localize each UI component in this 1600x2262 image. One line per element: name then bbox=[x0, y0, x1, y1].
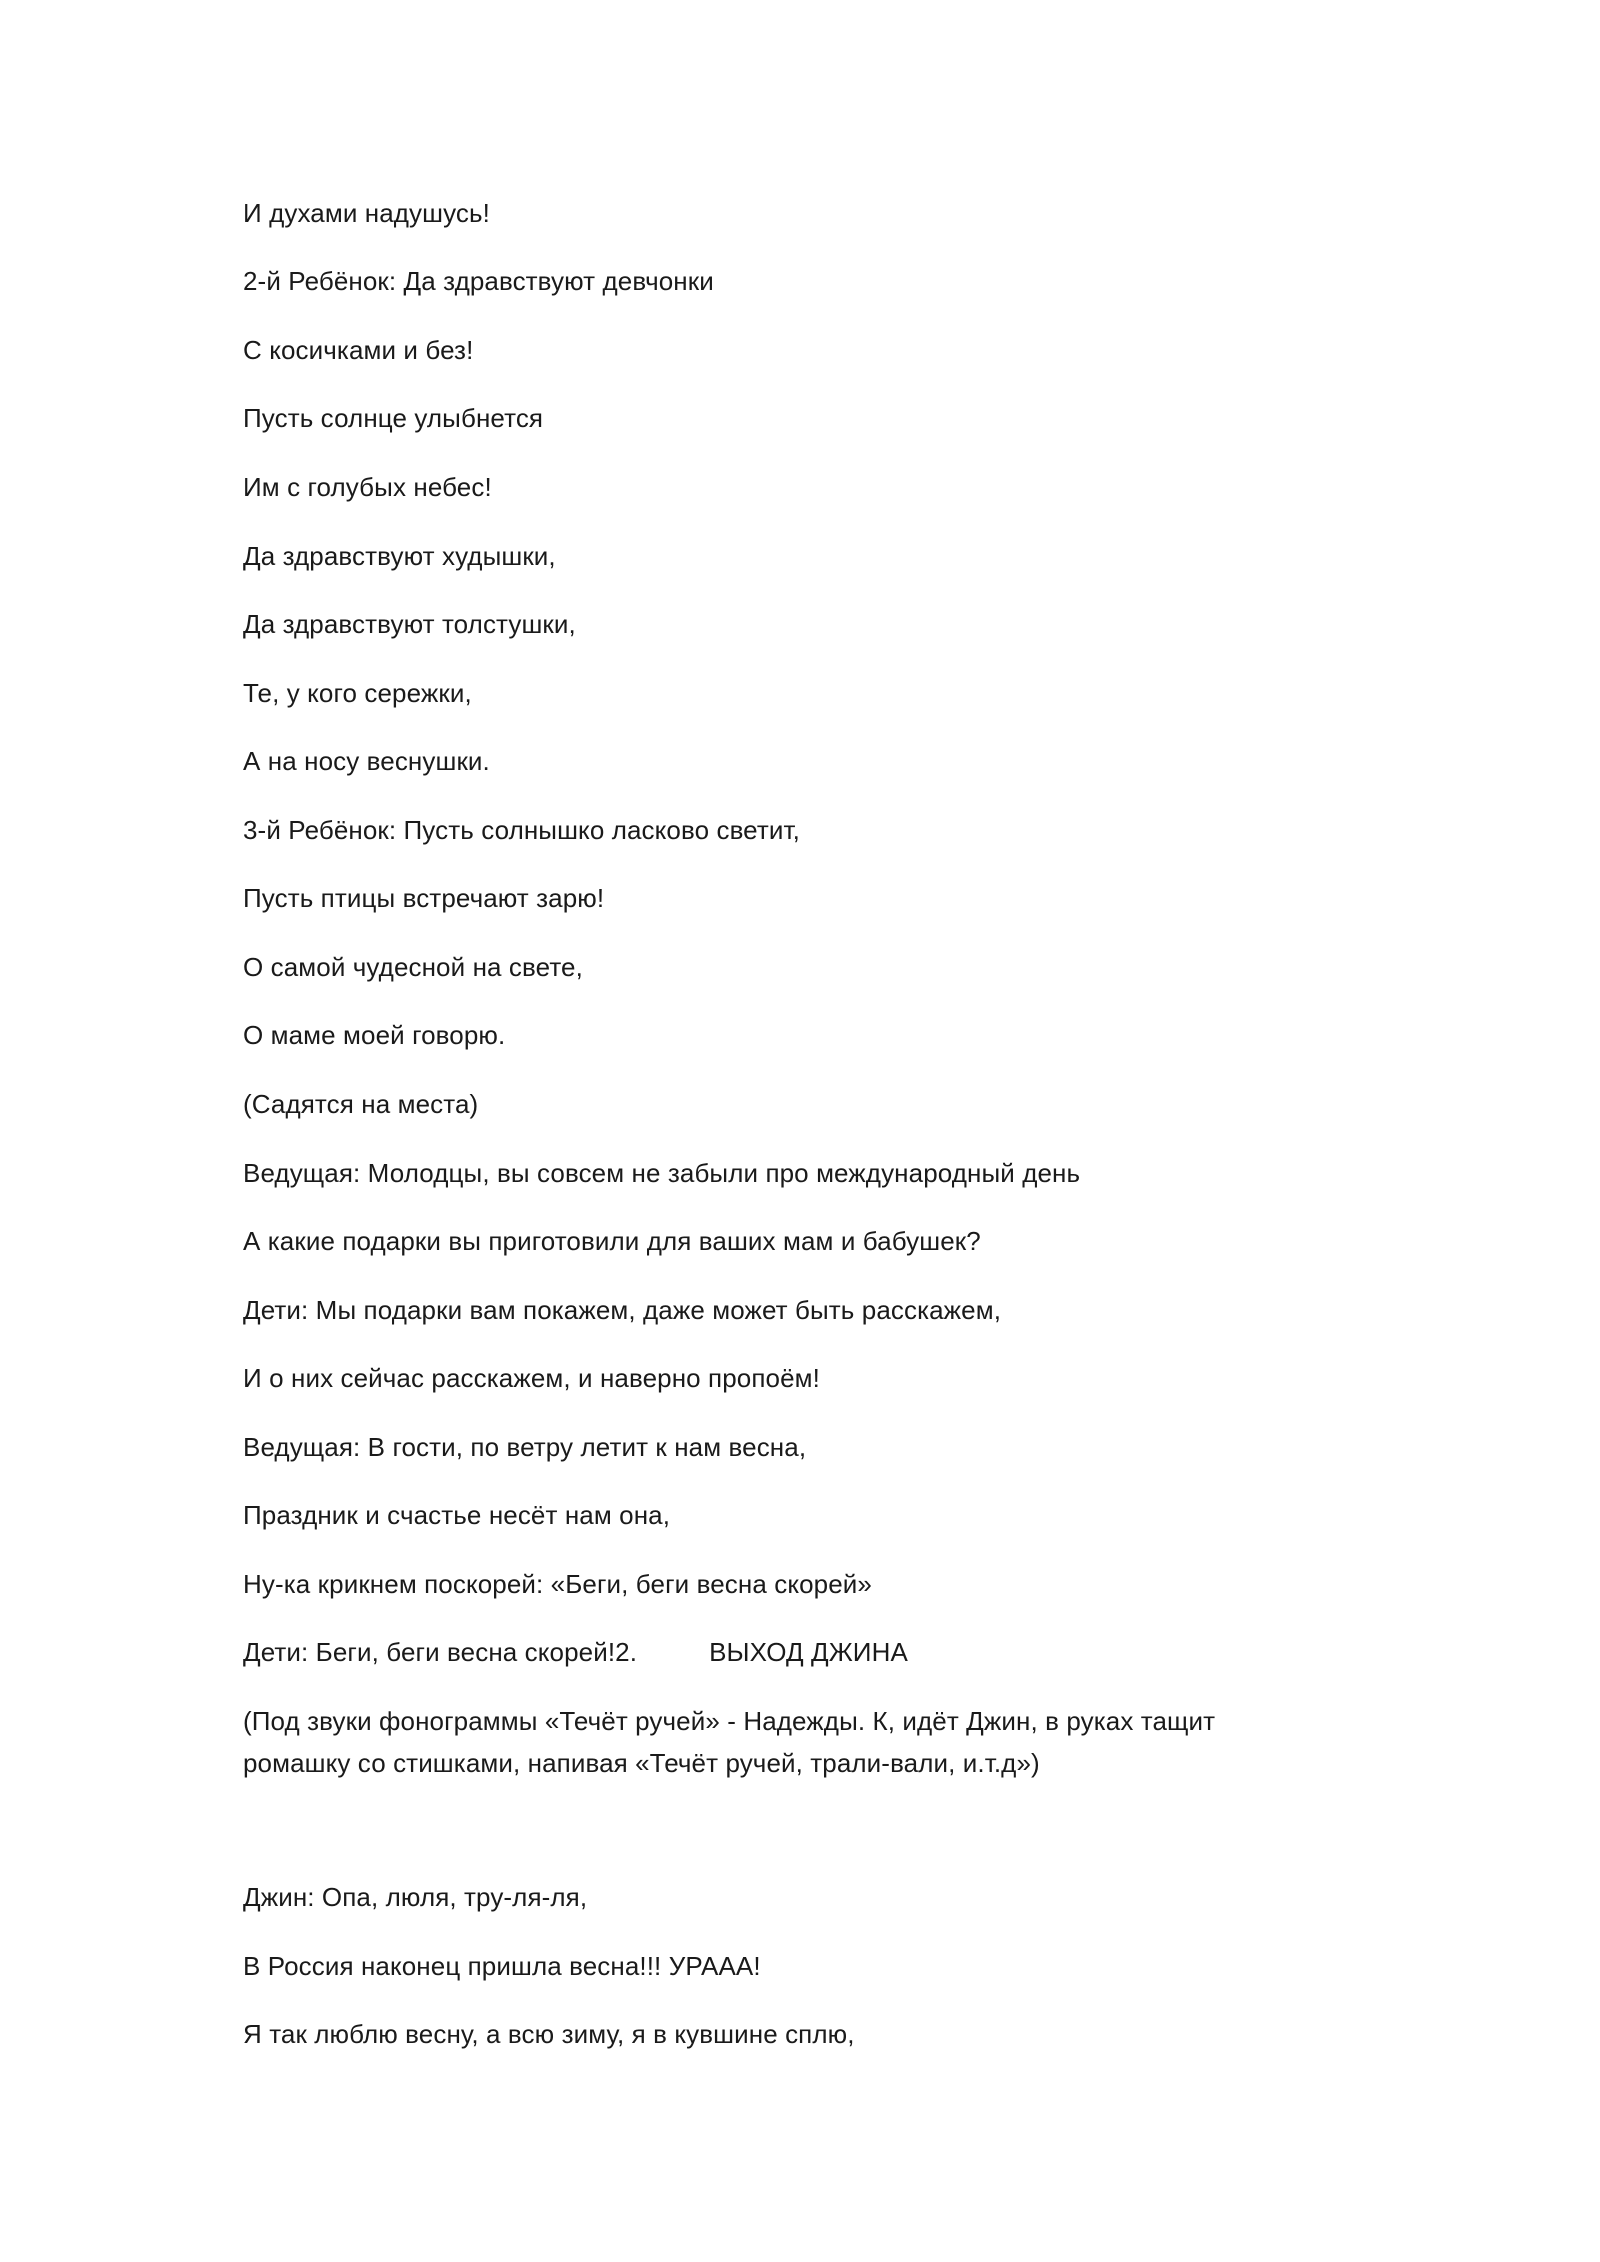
text-line: Ведущая: В гости, по ветру летит к нам весна, bbox=[243, 1432, 807, 1462]
text-line-part: Дети: Беги, беги весна скорей!2. bbox=[243, 1637, 638, 1667]
text-line: Ведущая: Молодцы, вы совсем не забыли про международный день bbox=[243, 1158, 1081, 1188]
text-line: А на носу веснушки. bbox=[243, 746, 490, 776]
text-line: О самой чудесной на свете, bbox=[243, 952, 583, 982]
text-line: Да здравствуют худышки, bbox=[243, 541, 556, 571]
section-heading: ВЫХОД ДЖИНА bbox=[709, 1637, 908, 1667]
text-line: 2-й Ребёнок: Да здравствуют девчонки bbox=[243, 266, 714, 296]
text-line: Да здравствуют толстушки, bbox=[243, 609, 576, 639]
text-line: А какие подарки вы приготовили для ваших мам и бабушек? bbox=[243, 1226, 981, 1256]
text-line: В Россия наконец пришла весна!!! УРААА! bbox=[243, 1951, 761, 1981]
text-line: О маме моей говорю. bbox=[243, 1020, 506, 1050]
text-line: Пусть птицы встречают зарю! bbox=[243, 883, 605, 913]
text-line: Им с голубых небес! bbox=[243, 472, 492, 502]
text-line: С косичками и без! bbox=[243, 335, 474, 365]
text-line: 3-й Ребёнок: Пусть солнышко ласково светит, bbox=[243, 815, 800, 845]
text-line: Дети: Мы подарки вам покажем, даже может быть расскажем, bbox=[243, 1295, 1002, 1325]
text-line: Праздник и счастье несёт нам она, bbox=[243, 1500, 671, 1530]
text-line: Пусть солнце улыбнется bbox=[243, 403, 544, 433]
stage-direction-line: ромашку со стишками, напивая «Течёт ручей, трали-вали, и.т.д») bbox=[243, 1748, 1040, 1778]
text-line: (Садятся на места) bbox=[243, 1089, 479, 1119]
text-line: Джин: Опа, люля, тру-ля-ля, bbox=[243, 1882, 588, 1912]
stage-direction-line: (Под звуки фонограммы «Течёт ручей» - Надежды. К, идёт Джин, в руках тащит bbox=[243, 1706, 1216, 1736]
text-line: Ну-ка крикнем поскорей: «Беги, беги весна скорей» bbox=[243, 1569, 872, 1599]
text-line bbox=[243, 1631, 908, 1673]
text-line: И о них сейчас расскажем, и наверно пропоём! bbox=[243, 1363, 820, 1393]
text-line: И духами надушусь! bbox=[243, 198, 490, 228]
text-line: Я так люблю весну, а всю зиму, я в кувшине сплю, bbox=[243, 2019, 855, 2049]
text-line: Те, у кого сережки, bbox=[243, 678, 472, 708]
